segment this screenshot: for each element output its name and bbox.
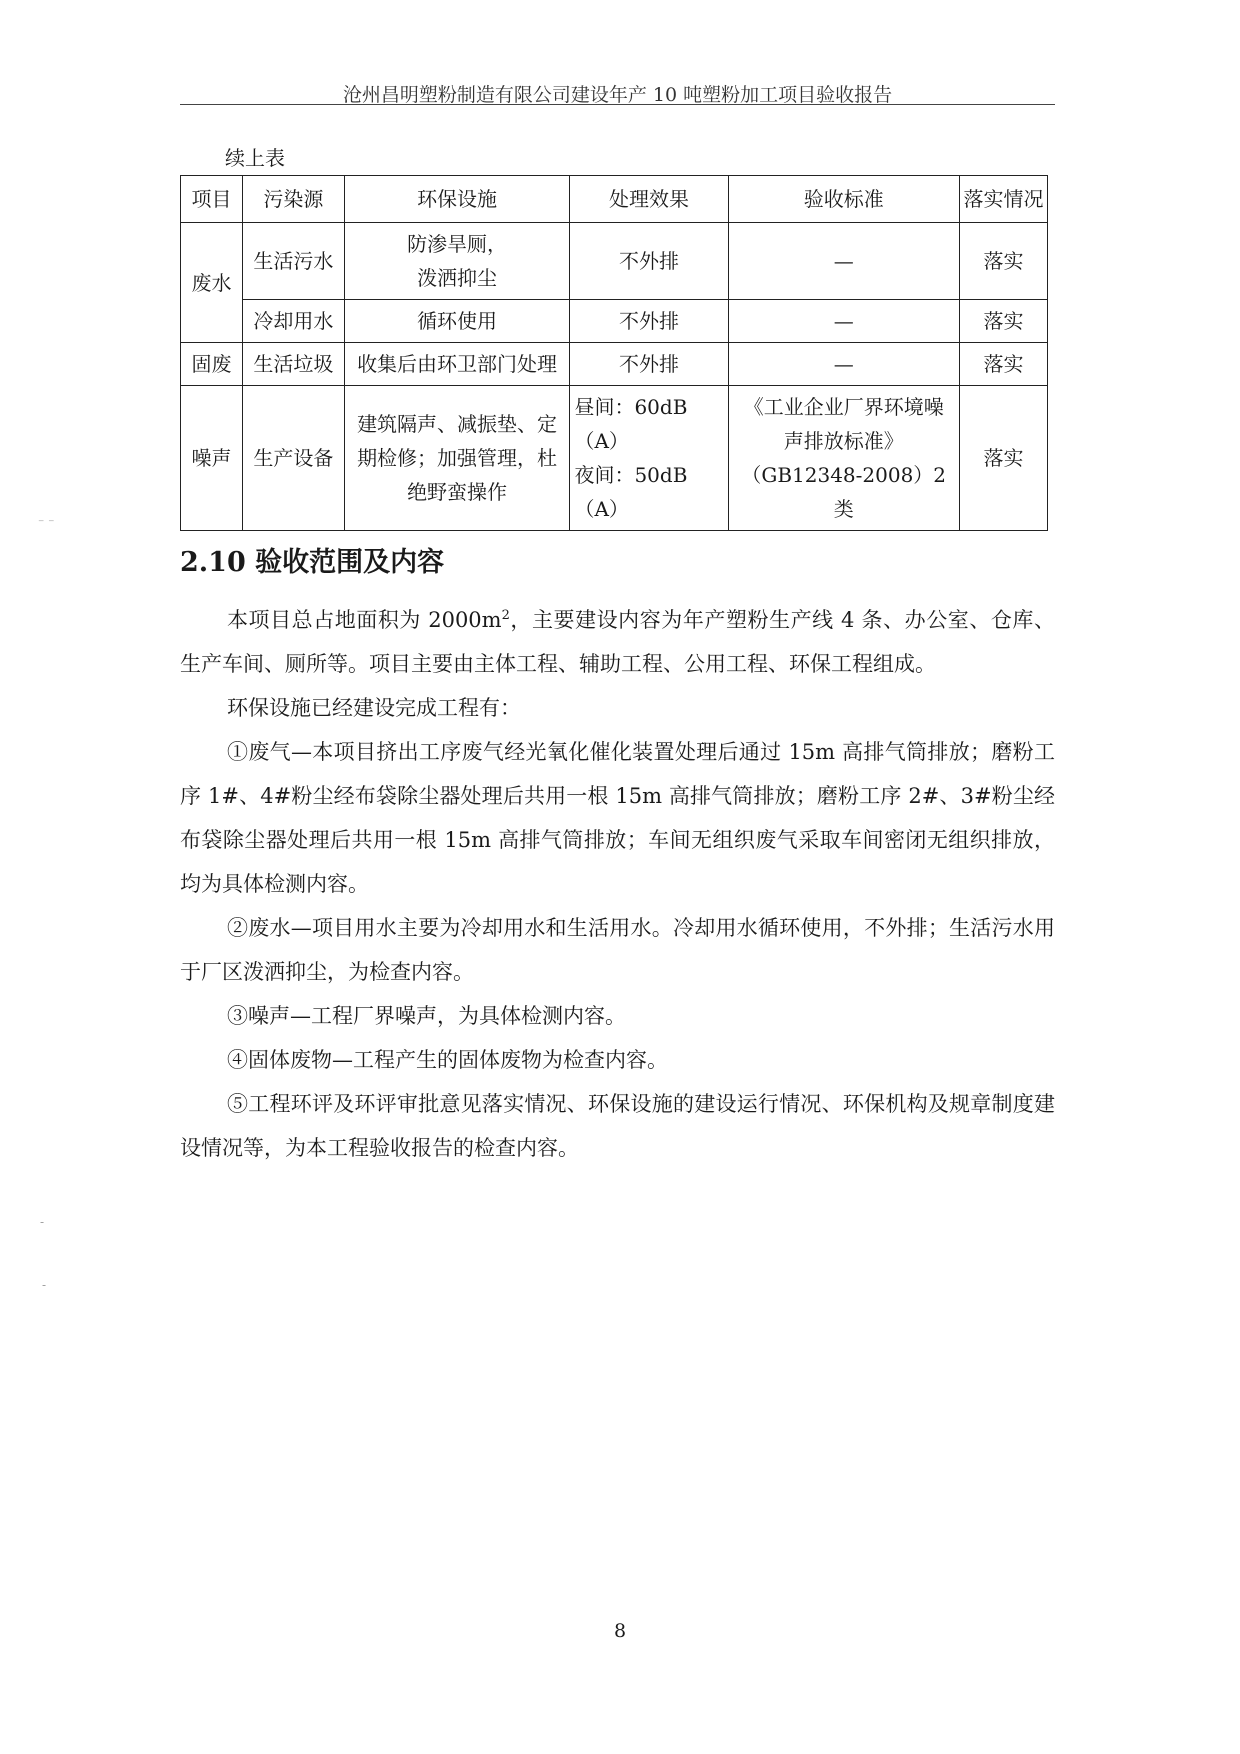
facility-line: 建筑隔声、减振垫、定	[357, 412, 558, 436]
paragraph-text: ，主要建设内容为年产塑粉生产线 4 条、办公室、仓库、生产车间、厕所等。项目主要由主体工程、辅助工程、公用工程、环保工程组成。	[180, 608, 1055, 676]
table-caption: 续上表	[225, 146, 285, 170]
table-row	[181, 223, 1048, 300]
cell-status: 落实	[959, 386, 1047, 531]
paragraph: ④固体废物—工程产生的固体废物为检查内容。	[227, 1048, 668, 1072]
cell-source: 生活污水	[243, 223, 345, 300]
header-source: 污染源	[243, 176, 345, 223]
group-solid-waste: 固废	[181, 343, 243, 386]
cell-effect: 不外排	[570, 223, 728, 300]
header-standard: 验收标准	[728, 176, 959, 223]
cell-standard	[728, 386, 959, 531]
effect-line-day: 昼间：60dB（A）	[574, 395, 688, 453]
group-wastewater: 废水	[181, 223, 243, 343]
group-noise: 噪声	[181, 386, 243, 531]
cell-source: 生产设备	[243, 386, 345, 531]
paragraph: 环保设施已经建设完成工程有：	[227, 696, 521, 720]
scan-mark: -	[42, 1278, 47, 1292]
paragraph	[180, 598, 1055, 686]
cell-source: 生活垃圾	[243, 343, 345, 386]
cell-status: 落实	[959, 223, 1047, 300]
facility-line: 泼洒抑尘	[417, 266, 498, 290]
facility-line: 防渗旱厕，	[407, 232, 508, 256]
table-row	[181, 343, 1048, 386]
cell-effect: 不外排	[570, 300, 728, 343]
table-header-row	[181, 176, 1048, 223]
cell-effect: 不外排	[570, 343, 728, 386]
cell-facility: 收集后由环卫部门处理	[344, 343, 570, 386]
cell-standard: —	[728, 343, 959, 386]
facility-line: 期检修；加强管理，杜	[357, 446, 558, 470]
header-item: 项目	[181, 176, 243, 223]
environmental-facilities-table	[180, 175, 1048, 531]
cell-source: 冷却用水	[243, 300, 345, 343]
cell-facility: 循环使用	[344, 300, 570, 343]
cell-standard: —	[728, 223, 959, 300]
cell-facility	[344, 386, 570, 531]
scan-mark: -	[40, 1215, 45, 1229]
standard-line: 《工业企业厂界环境噪	[743, 395, 944, 419]
header-status: 落实情况	[959, 176, 1047, 223]
standard-line: （GB12348-2008）2 类	[741, 463, 947, 521]
cell-facility	[344, 223, 570, 300]
paragraph: ②废水—项目用水主要为冷却用水和生活用水。冷却用水循环使用，不外排；生活污水用于厂区泼洒抑尘，为检查内容。	[180, 916, 1055, 984]
table-row	[181, 386, 1048, 531]
facility-line: 绝野蛮操作	[407, 480, 508, 504]
scan-mark: ⁻ ⁻	[38, 516, 55, 530]
paragraph: ⑤工程环评及环评审批意见落实情况、环保设施的建设运行情况、环保机构及规章制度建设情况等，为本工程验收报告的检查内容。	[180, 1092, 1055, 1160]
paragraph: ③噪声—工程厂界噪声，为具体检测内容。	[227, 1004, 626, 1028]
cell-status: 落实	[959, 343, 1047, 386]
body-text	[180, 598, 1055, 1170]
table-row	[181, 300, 1048, 343]
superscript: 2	[501, 608, 510, 623]
header-facility: 环保设施	[344, 176, 570, 223]
cell-effect	[570, 386, 728, 531]
paragraph: ①废气—本项目挤出工序废气经光氧化催化装置处理后通过 15m 高排气筒排放；磨粉工序 1#、4#粉尘经布袋除尘器处理后共用一根 15m 高排气筒排放；磨粉工序 2#、3#粉尘经布袋除尘器处理后共用一根 15m 高排气筒排放；车间无组织废气采取车间密闭无组织排放，均为具体检测内容。	[180, 740, 1055, 896]
paragraph-text: 本项目总占地面积为 2000m	[227, 608, 502, 632]
cell-standard: —	[728, 300, 959, 343]
effect-line-night: 夜间：50dB（A）	[574, 463, 688, 521]
page-number: 8	[613, 1620, 627, 1642]
section-title: 2.10 验收范围及内容	[180, 547, 445, 578]
header-rule	[180, 104, 1055, 105]
page-header: 沧州昌明塑粉制造有限公司建设年产 10 吨塑粉加工项目验收报告	[342, 84, 893, 106]
header-effect: 处理效果	[570, 176, 728, 223]
standard-line: 声排放标准》	[783, 429, 904, 453]
cell-status: 落实	[959, 300, 1047, 343]
